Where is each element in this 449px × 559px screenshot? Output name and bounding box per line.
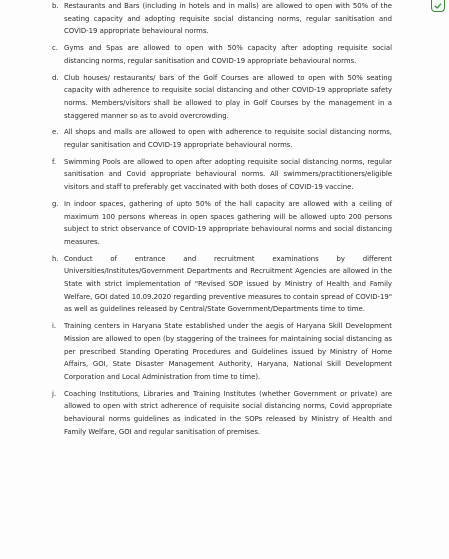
item-text: Restaurants and Bars (including in hotels and in malls) are allowed to open with 50% of the seating capacity and adopting requisite social distancing norms, regular sanitisation and COVID-19 appropriate behavioural norms. bbox=[64, 2, 392, 36]
item-text: Club houses/ restaurants/ bars of the Golf Courses are allowed to open with 50% seating capacity with adherence to requisite social distancing and other COVID-19 appropriate safety norms. Members/visitors shall be allowed to play in Golf Courses by the management in a staggered manner so as to avoid overcrowding. bbox=[64, 73, 392, 120]
list-item bbox=[52, 126, 392, 151]
list-item bbox=[52, 0, 392, 38]
item-marker: i. bbox=[52, 322, 57, 331]
list-item bbox=[52, 320, 392, 384]
item-marker: e. bbox=[52, 128, 59, 137]
item-text: Conduct of entrance and recruitment examinations by different Universities/Institutes/Government Departments and Recruitment Agencies are allowed in the State with strict implementation of "Revised SOP issued by Ministry of Health and Family Welfare, GOI dated 10.09.2020 regarding preventive measures to contain spread of COVID-19" as well as guidelines released by Central/State Government/Departments time to time. bbox=[64, 254, 392, 314]
item-marker: f. bbox=[52, 157, 57, 166]
item-marker: d. bbox=[52, 73, 59, 82]
item-text: All shops and malls are allowed to open with adherence to requisite social distancing norms, regular sanitisation and COVID-19 appropriate behavioural norms. bbox=[64, 128, 392, 150]
list-item bbox=[52, 72, 392, 123]
item-marker: b. bbox=[52, 2, 59, 10]
shield-icon[interactable] bbox=[431, 0, 445, 12]
list-item bbox=[52, 388, 392, 439]
item-marker: g. bbox=[52, 199, 59, 208]
item-marker: j. bbox=[52, 389, 57, 398]
list-item bbox=[52, 198, 392, 249]
list-item bbox=[52, 156, 392, 194]
item-text: In indoor spaces, gathering of upto 50% of the hall capacity are allowed with a ceiling of maximum 100 persons whereas in open spaces gathering will be allowed upto 200 persons subject to strict observance of COVID-19 appropriate behavioural norms and social distancing measures. bbox=[64, 199, 392, 246]
item-marker: h. bbox=[52, 254, 59, 263]
item-marker: c. bbox=[52, 44, 58, 53]
item-text: Coaching Institutions, Libraries and Training Institutes (whether Government or private) are allowed to open with strict adherence of requisite social distancing norms, Covid appropriate behavioural norms guidelines as indicated in the SOPs released by Ministry of Health and Family Welfare, GOI and regular sanitisation of premises. bbox=[64, 389, 392, 436]
item-text: Swimming Pools are allowed to open after adopting requisite social distancing norms, regular sanitisation and Covid appropriate behavioural norms. All swimmers/practitioners/eligible visitors and staff to preferably get vaccinated with both doses of COVID-19 vaccine. bbox=[64, 157, 392, 192]
guidelines-list bbox=[52, 0, 392, 443]
item-text: Training centers in Haryana State established under the aegis of Haryana Skill Development Mission are allowed to open (by staggering of the trainees for maintaining social distancing as per prescribed Standing Operating Procedures and Guidelines issued by Ministry of Home Affairs, GOI, State Disaster Management Authority, Haryana, National Skill Development Corporation and Local Administration from time to time). bbox=[64, 322, 392, 381]
checkmark-icon bbox=[434, 2, 442, 10]
list-item bbox=[52, 253, 392, 317]
item-text: Gyms and Spas are allowed to open with 50% capacity after adopting requisite social distancing norms, regular sanitisation and COVID-19 appropriate behavioural norms. bbox=[64, 44, 392, 65]
list-item bbox=[52, 42, 392, 67]
